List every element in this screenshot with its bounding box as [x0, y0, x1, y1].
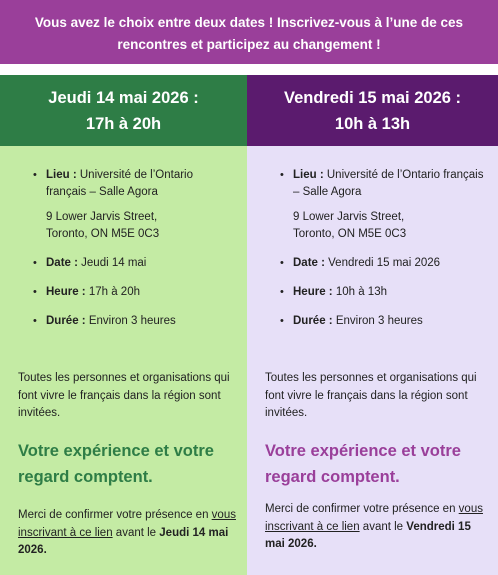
event-column-friday: [247, 75, 498, 575]
headline: Votre expérience et votre regard comptent.: [18, 442, 214, 486]
confirm-before: Merci de confirmer votre présence en: [265, 503, 459, 515]
detail-date: [46, 255, 236, 272]
event-column-thursday: [0, 75, 247, 575]
invitation-text: Toutes les personnes et organisations qui font vivre le français dans la région sont invitées.: [18, 372, 230, 419]
detail-heure-label: Heure :: [293, 286, 333, 298]
headline: Votre expérience et votre regard comptent.: [265, 442, 461, 486]
detail-date-value: Vendredi 15 mai 2026: [324, 257, 441, 269]
detail-heure: [46, 284, 236, 301]
detail-lieu: [46, 167, 236, 243]
detail-heure: [293, 284, 488, 301]
address-line-1: 9 Lower Jarvis Street,: [293, 211, 405, 223]
event-details-list: [46, 167, 236, 342]
detail-address: [293, 209, 488, 243]
event-heading-date: Vendredi 15 mai 2026 :: [283, 89, 461, 107]
detail-lieu-value: Université de l’Ontario français – Salle Agora: [46, 169, 193, 198]
detail-duree: [293, 313, 488, 330]
detail-lieu-value: Université de l’Ontario français – Salle Agora: [293, 169, 484, 198]
confirm-before: Merci de confirmer votre présence en: [18, 509, 212, 521]
detail-date: [293, 255, 488, 272]
detail-address: [46, 209, 236, 243]
banner-line-2: rencontres et participez au changement !: [117, 37, 381, 52]
detail-heure-label: Heure :: [46, 286, 86, 298]
detail-heure-value: 10h à 13h: [332, 286, 387, 298]
confirm-after: avant le: [359, 520, 407, 533]
detail-duree-value: Environ 3 heures: [85, 315, 176, 327]
event-heading: [0, 75, 247, 146]
registration-link[interactable]: vous inscrivant à ce lien: [18, 509, 236, 539]
event-details-list: [293, 167, 488, 342]
event-heading-time: 10h à 13h: [334, 115, 411, 133]
address-line-2: Toronto, ON M5E 0C3: [293, 228, 407, 240]
banner-line-1: Vous avez le choix entre deux dates ! Inscrivez-vous à l’une de ces: [34, 15, 464, 30]
event-heading-time: 17h à 20h: [85, 115, 162, 133]
announcement-banner: [0, 0, 498, 64]
event-heading: [247, 75, 498, 146]
detail-date-value: Jeudi 14 mai: [77, 257, 147, 269]
detail-duree: [46, 313, 236, 330]
address-line-2: Toronto, ON M5E 0C3: [46, 228, 160, 240]
detail-lieu: [293, 167, 488, 243]
address-line-1: 9 Lower Jarvis Street,: [46, 211, 158, 223]
invitation-text: Toutes les personnes et organisations qui font vivre le français dans la région sont invitées.: [265, 372, 477, 419]
detail-lieu-label: Lieu :: [46, 169, 77, 181]
detail-date-label: Date :: [293, 257, 325, 269]
confirm-text: [18, 507, 238, 560]
confirm-date: Jeudi 14 mai 2026.: [18, 526, 229, 556]
confirm-date: Vendredi 15 mai 2026.: [265, 520, 471, 550]
detail-heure-value: 17h à 20h: [85, 286, 140, 298]
event-heading-date: Jeudi 14 mai 2026 :: [48, 89, 199, 107]
confirm-text: [265, 501, 485, 554]
confirm-after: avant le: [112, 526, 160, 539]
detail-duree-label: Durée :: [46, 315, 86, 327]
registration-link[interactable]: vous inscrivant à ce lien: [265, 503, 483, 533]
detail-duree-label: Durée :: [293, 315, 333, 327]
detail-date-label: Date :: [46, 257, 78, 269]
detail-lieu-label: Lieu :: [293, 169, 324, 181]
detail-duree-value: Environ 3 heures: [332, 315, 423, 327]
